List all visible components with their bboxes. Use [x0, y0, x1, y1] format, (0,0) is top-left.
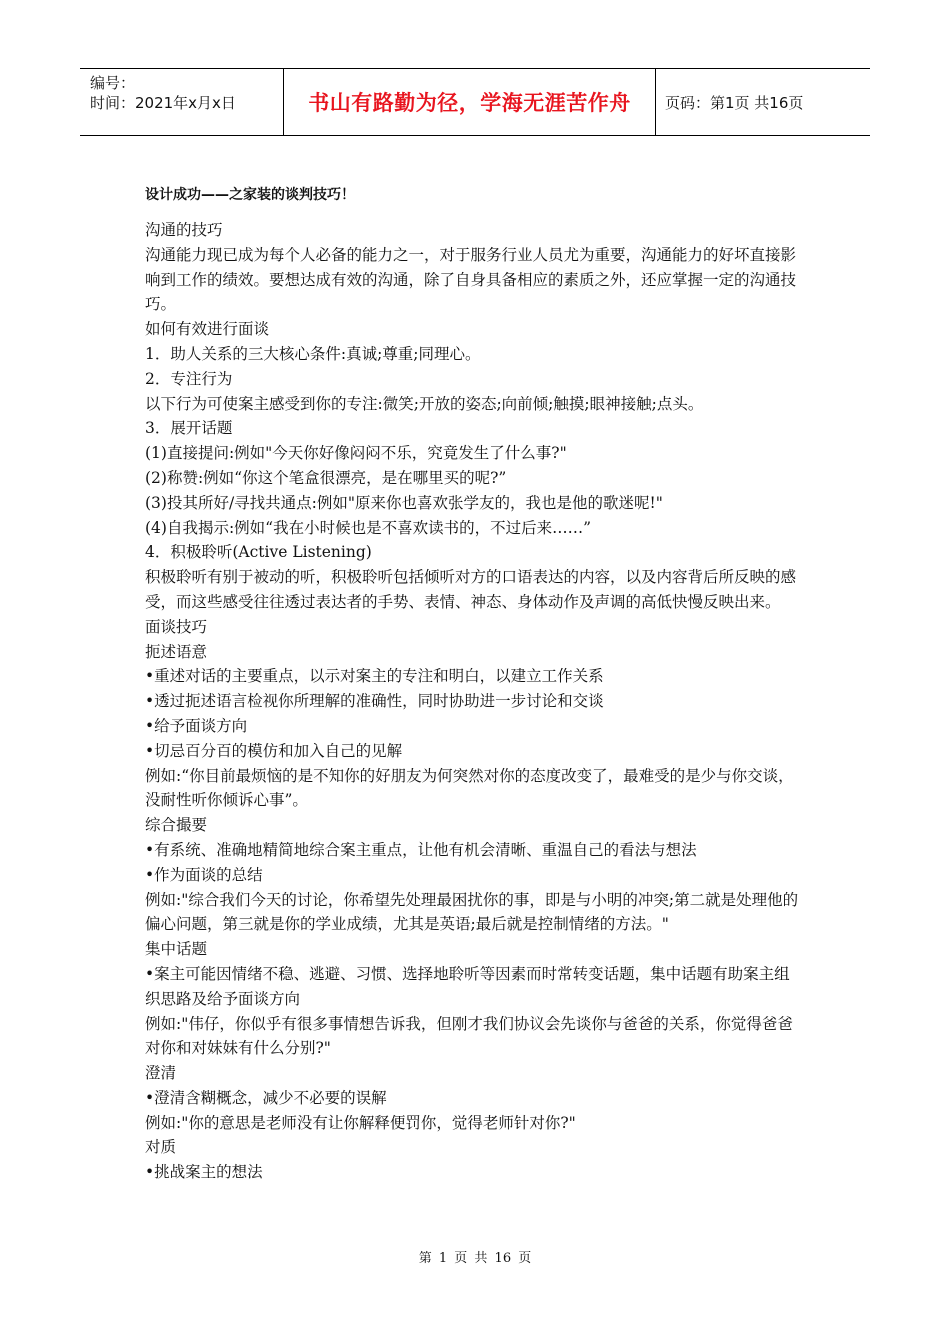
- number-label: 编号：: [90, 74, 136, 92]
- body-paragraph: 例如:“你目前最烦恼的是不知你的好朋友为何突然对你的态度改变了，最难受的是少与你交谈，没耐性听你倾诉心事”。: [145, 766, 794, 810]
- body-paragraph: •给予面谈方向: [145, 716, 248, 735]
- body-paragraph: •案主可能因情绪不稳、逃避、习惯、选择地聆听等因素而时常转变话题，集中话题有助案主组织思路及给予面谈方向: [145, 964, 790, 1008]
- body-paragraph: 澄清: [145, 1064, 177, 1083]
- body-paragraph: •有系统、准确地精简地综合案主重点，让他有机会清晰、重温自己的看法与想法: [145, 840, 697, 859]
- header-page-info: 页码：第1页 共16页: [665, 93, 804, 112]
- body-paragraph: 3．展开话题: [145, 419, 233, 438]
- body-paragraph: 例如:"你的意思是老师没有让你解释便罚你，觉得老师针对你?": [145, 1113, 576, 1132]
- body-paragraph: (4)自我揭示:例如“我在小时候也是不喜欢读书的，不过后来……”: [145, 518, 592, 537]
- body-paragraph: 沟通能力现已成为每个人必备的能力之一，对于服务行业人员尤为重要，沟通能力的好坏直接影响到工作的绩效。要想达成有效的沟通，除了自身具备相应的素质之外，还应掌握一定的沟通技巧。: [145, 245, 797, 314]
- body-paragraph: 扼述语意: [145, 642, 208, 661]
- body-paragraph: 集中话题: [145, 940, 208, 959]
- body-paragraph: 1．助人关系的三大核心条件:真诚;尊重;同理心。: [145, 344, 481, 363]
- body-paragraph: 沟通的技巧: [145, 221, 223, 239]
- body-paragraph: 积极聆听有别于被动的听，积极聆听包括倾听对方的口语表达的内容，以及内容背后所反映的感受，而这些感受往往透过表达者的手势、表情、神态、身体动作及声调的高低快慢反映出来。: [145, 568, 797, 611]
- body-paragraph: 面谈技巧: [145, 617, 208, 636]
- body-paragraph: 例如:"伟仔，你似乎有很多事情想告诉我，但刚才我们协议会先谈你与爸爸的关系，你觉得爸爸对你和对妹妹有什么分别?": [145, 1014, 793, 1058]
- header-motto: 书山有路勤为径，学海无涯苦作舟: [283, 69, 656, 135]
- page-header: [80, 68, 870, 136]
- body-paragraph: •切忌百分百的模仿和加入自己的见解: [145, 741, 403, 760]
- body-paragraph: 以下行为可使案主感受到你的专注:微笑;开放的姿态;向前倾;触摸;眼神接触;点头。: [145, 394, 704, 413]
- body-paragraph: (3)投其所好/寻找共通点:例如"原来你也喜欢张学友的，我也是他的歌迷呢!": [145, 493, 663, 512]
- page-footer: 第 1 页 共 16 页: [418, 1251, 532, 1266]
- body-paragraph: (2)称赞:例如“你这个笔盒很漂亮，是在哪里买的呢?”: [145, 468, 507, 487]
- body-paragraph: 综合撮要: [145, 816, 208, 835]
- body-paragraph: 如何有效进行面谈: [145, 320, 270, 339]
- body-paragraph: •挑战案主的想法: [145, 1163, 263, 1182]
- body-paragraph: 对质: [145, 1138, 177, 1157]
- body-paragraph: •重述对话的主要重点，以示对案主的专注和明白，以建立工作关系: [145, 667, 604, 686]
- body-paragraph: 2．专注行为: [145, 369, 233, 388]
- body-paragraph: •透过扼述语言检视你所理解的准确性，同时协助进一步讨论和交谈: [145, 692, 604, 711]
- document-body: [145, 218, 805, 1185]
- body-paragraph: 例如:"综合我们今天的讨论，你希望先处理最困扰你的事，即是与小明的冲突;第二就是处理他的偏心问题，第三就是你的学业成绩，尤其是英语;最后就是控制情绪的方法。": [145, 890, 799, 934]
- time-label: 时间：2021年x月x日: [90, 94, 236, 112]
- body-paragraph: 4．积极聆听(Active Listening): [145, 543, 372, 562]
- body-paragraph: •澄清含糊概念，减少不必要的误解: [145, 1088, 387, 1107]
- document-title: 设计成功——之家装的谈判技巧！: [145, 187, 355, 203]
- header-meta: [80, 69, 283, 135]
- body-paragraph: (1)直接提问:例如"今天你好像闷闷不乐，究竟发生了什么事?": [145, 444, 567, 463]
- body-paragraph: •作为面谈的总结: [145, 865, 263, 884]
